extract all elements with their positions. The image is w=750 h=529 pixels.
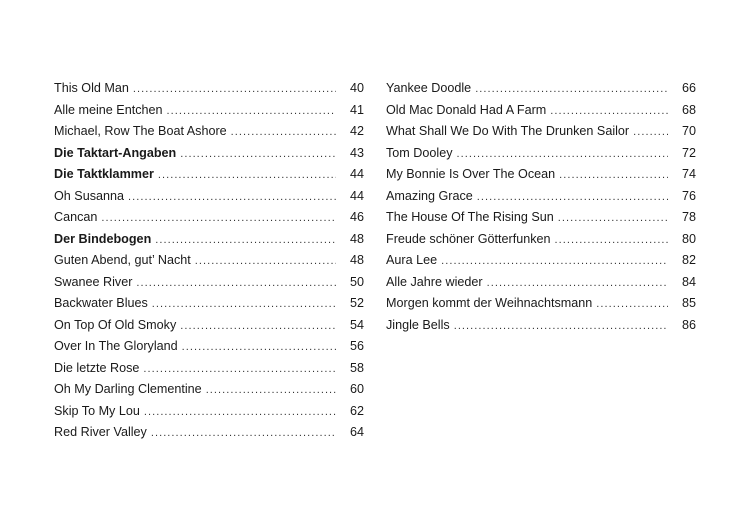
toc-page-number: 74 <box>681 167 696 181</box>
toc-song-title: This Old Man <box>54 81 129 95</box>
toc-section-title: Die Taktart-Angaben <box>54 145 177 160</box>
toc-page-number: 86 <box>681 317 696 332</box>
toc-entry <box>54 186 364 208</box>
toc-song-title: Aura Lee <box>386 253 438 267</box>
toc-page-number: 76 <box>681 188 696 203</box>
toc-page-number: 44 <box>349 188 364 203</box>
toc-entry <box>54 272 364 294</box>
toc-page-number: 42 <box>349 124 364 138</box>
toc-entry <box>54 250 364 272</box>
toc-song-title: Skip To My Lou <box>54 403 140 418</box>
toc-page-number: 46 <box>349 210 364 224</box>
toc-entry <box>54 100 364 122</box>
toc-song-title: Jingle Bells <box>386 317 450 332</box>
toc-page-number: 41 <box>349 102 364 117</box>
toc-dot-leader <box>559 165 668 187</box>
toc-page-number: 70 <box>681 124 696 138</box>
toc-dot-leader <box>180 316 336 338</box>
toc-section-title: Der Bindebogen <box>54 231 152 246</box>
toc-song-title: Die letzte Rose <box>54 360 140 375</box>
toc-entry <box>54 379 364 401</box>
toc-song-title: Red River Valley <box>54 425 147 439</box>
toc-entry <box>54 207 364 229</box>
toc-entry <box>54 121 364 143</box>
toc-dot-leader <box>231 122 336 144</box>
toc-dot-leader <box>182 337 336 359</box>
toc-entry <box>54 78 364 100</box>
toc-entry <box>386 315 696 337</box>
toc-song-title: Alle meine Entchen <box>54 102 163 117</box>
toc-dot-leader <box>633 122 668 144</box>
toc-dot-leader <box>167 101 336 123</box>
toc-page-number: 60 <box>349 382 364 396</box>
toc-entry <box>386 229 696 251</box>
toc-dot-leader <box>475 79 668 101</box>
toc-page-number: 78 <box>681 210 696 224</box>
toc-dot-leader <box>151 423 336 445</box>
toc-page-number: 43 <box>349 145 364 160</box>
toc-dot-leader <box>457 144 669 166</box>
toc-song-title: Over In The Gloryland <box>54 339 178 353</box>
toc-song-title: Freude schöner Götterfunken <box>386 231 551 246</box>
toc-dot-leader <box>155 230 336 252</box>
toc-page-number: 58 <box>349 360 364 375</box>
toc-page-number: 72 <box>681 145 696 160</box>
toc-entry <box>54 358 364 380</box>
toc-entry <box>386 272 696 294</box>
toc-entry <box>386 121 696 143</box>
toc-page-number: 80 <box>681 231 696 246</box>
toc-song-title: Swanee River <box>54 274 133 289</box>
toc-dot-leader <box>477 187 668 209</box>
toc-page-number: 85 <box>681 296 696 310</box>
toc-page-number: 66 <box>681 81 696 95</box>
toc-entry <box>54 143 364 165</box>
toc-dot-leader <box>136 273 336 295</box>
toc-page-number: 54 <box>349 317 364 332</box>
toc-right-column <box>386 78 696 336</box>
toc-left-column <box>54 78 364 444</box>
toc-song-title: Backwater Blues <box>54 296 148 310</box>
toc-song-title: Cancan <box>54 210 98 224</box>
toc-page-number: 48 <box>349 231 364 246</box>
toc-song-title: Amazing Grace <box>386 188 473 203</box>
toc-page-number: 64 <box>349 425 364 439</box>
toc-song-title: Michael, Row The Boat Ashore <box>54 124 227 138</box>
toc-dot-leader <box>558 208 668 230</box>
toc-entry <box>54 293 364 315</box>
toc-entry <box>386 78 696 100</box>
toc-dot-leader <box>487 273 668 295</box>
toc-entry <box>386 207 696 229</box>
toc-song-title: What Shall We Do With The Drunken Sailor <box>386 124 630 138</box>
toc-song-title: The House Of The Rising Sun <box>386 210 554 224</box>
toc-entry <box>54 229 364 251</box>
toc-song-title: Yankee Doodle <box>386 81 472 95</box>
toc-dot-leader <box>128 187 336 209</box>
toc-entry <box>386 293 696 315</box>
toc-entry <box>54 315 364 337</box>
toc-entry <box>386 100 696 122</box>
toc-section-title: Die Taktklammer <box>54 167 154 181</box>
toc-song-title: Oh My Darling Clementine <box>54 382 202 396</box>
toc-dot-leader <box>158 165 336 187</box>
toc-song-title: Morgen kommt der Weihnachtsmann <box>386 296 593 310</box>
toc-dot-leader <box>550 101 668 123</box>
toc-page-number: 44 <box>349 167 364 181</box>
toc-dot-leader <box>133 79 336 101</box>
toc-song-title: On Top Of Old Smoky <box>54 317 177 332</box>
toc-dot-leader <box>143 359 336 381</box>
toc-song-title: Old Mac Donald Had A Farm <box>386 102 547 117</box>
toc-entry <box>386 143 696 165</box>
toc-page-number: 48 <box>349 253 364 267</box>
toc-song-title: Guten Abend, gut’ Nacht <box>54 253 191 267</box>
toc-page-number: 82 <box>681 253 696 267</box>
toc-entry <box>386 250 696 272</box>
toc-dot-leader <box>596 294 668 316</box>
toc-entry <box>54 164 364 186</box>
toc-page-number: 68 <box>681 102 696 117</box>
toc-dot-leader <box>555 230 668 252</box>
toc-dot-leader <box>180 144 336 166</box>
toc-page-number: 40 <box>349 81 364 95</box>
toc-song-title: Tom Dooley <box>386 145 453 160</box>
toc-page-number: 62 <box>349 403 364 418</box>
toc-dot-leader <box>454 316 668 338</box>
toc-entry <box>54 422 364 444</box>
toc-song-title: Oh Susanna <box>54 188 125 203</box>
toc-dot-leader <box>206 380 336 402</box>
toc-entry <box>54 401 364 423</box>
toc-song-title: My Bonnie Is Over The Ocean <box>386 167 556 181</box>
toc-dot-leader <box>101 208 336 230</box>
toc-page-number: 84 <box>681 274 696 289</box>
toc-dot-leader <box>195 251 336 273</box>
toc-dot-leader <box>152 294 336 316</box>
toc-entry <box>54 336 364 358</box>
toc-entry <box>386 186 696 208</box>
toc-page-number: 52 <box>349 296 364 310</box>
toc-dot-leader <box>441 251 668 273</box>
toc-page-number: 56 <box>349 339 364 353</box>
toc-song-title: Alle Jahre wieder <box>386 274 483 289</box>
toc-entry <box>386 164 696 186</box>
toc-dot-leader <box>144 402 336 424</box>
toc-page-number: 50 <box>349 274 364 289</box>
